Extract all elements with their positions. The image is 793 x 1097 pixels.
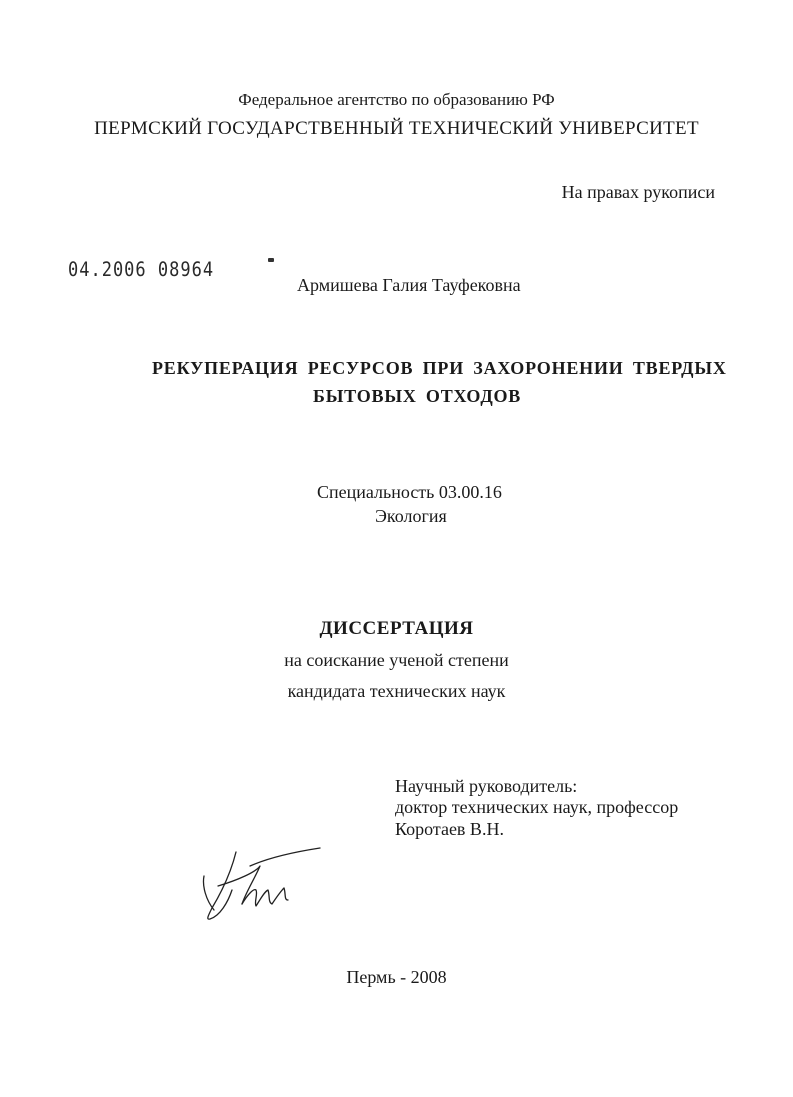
- degree-line-1: на соискание ученой степени: [284, 650, 509, 670]
- university-name: ПЕРМСКИЙ ГОСУДАРСТВЕННЫЙ ТЕХНИЧЕСКИЙ УНИВЕРСИТЕТ: [94, 118, 699, 139]
- supervisor-label: Научный руководитель:: [395, 776, 578, 796]
- supervisor-degree: доктор технических наук, профессор: [395, 797, 679, 817]
- registration-stamp: 04.2006 08964: [68, 258, 215, 282]
- author-name: Армишева Галия Тауфековна: [297, 275, 521, 295]
- stamp-mark: [268, 258, 274, 262]
- city-year: Пермь - 2008: [346, 967, 447, 987]
- agency-name: Федеральное агентство по образованию РФ: [238, 90, 555, 109]
- thesis-title-line-2: БЫТОВЫХ ОТХОДОВ: [313, 386, 522, 406]
- thesis-title-line-1: РЕКУПЕРАЦИЯ РЕСУРСОВ ПРИ ЗАХОРОНЕНИИ ТВЕРДЫХ: [152, 358, 727, 378]
- document-type: ДИССЕРТАЦИЯ: [319, 618, 474, 639]
- degree-line-2: кандидата технических наук: [287, 681, 506, 701]
- supervisor-name: Коротаев В.Н.: [395, 819, 504, 839]
- specialty-field: Экология: [375, 506, 447, 526]
- signature-icon: [198, 846, 323, 926]
- specialty-code: Специальность 03.00.16: [317, 482, 502, 502]
- rights-note: На правах рукописи: [561, 182, 715, 202]
